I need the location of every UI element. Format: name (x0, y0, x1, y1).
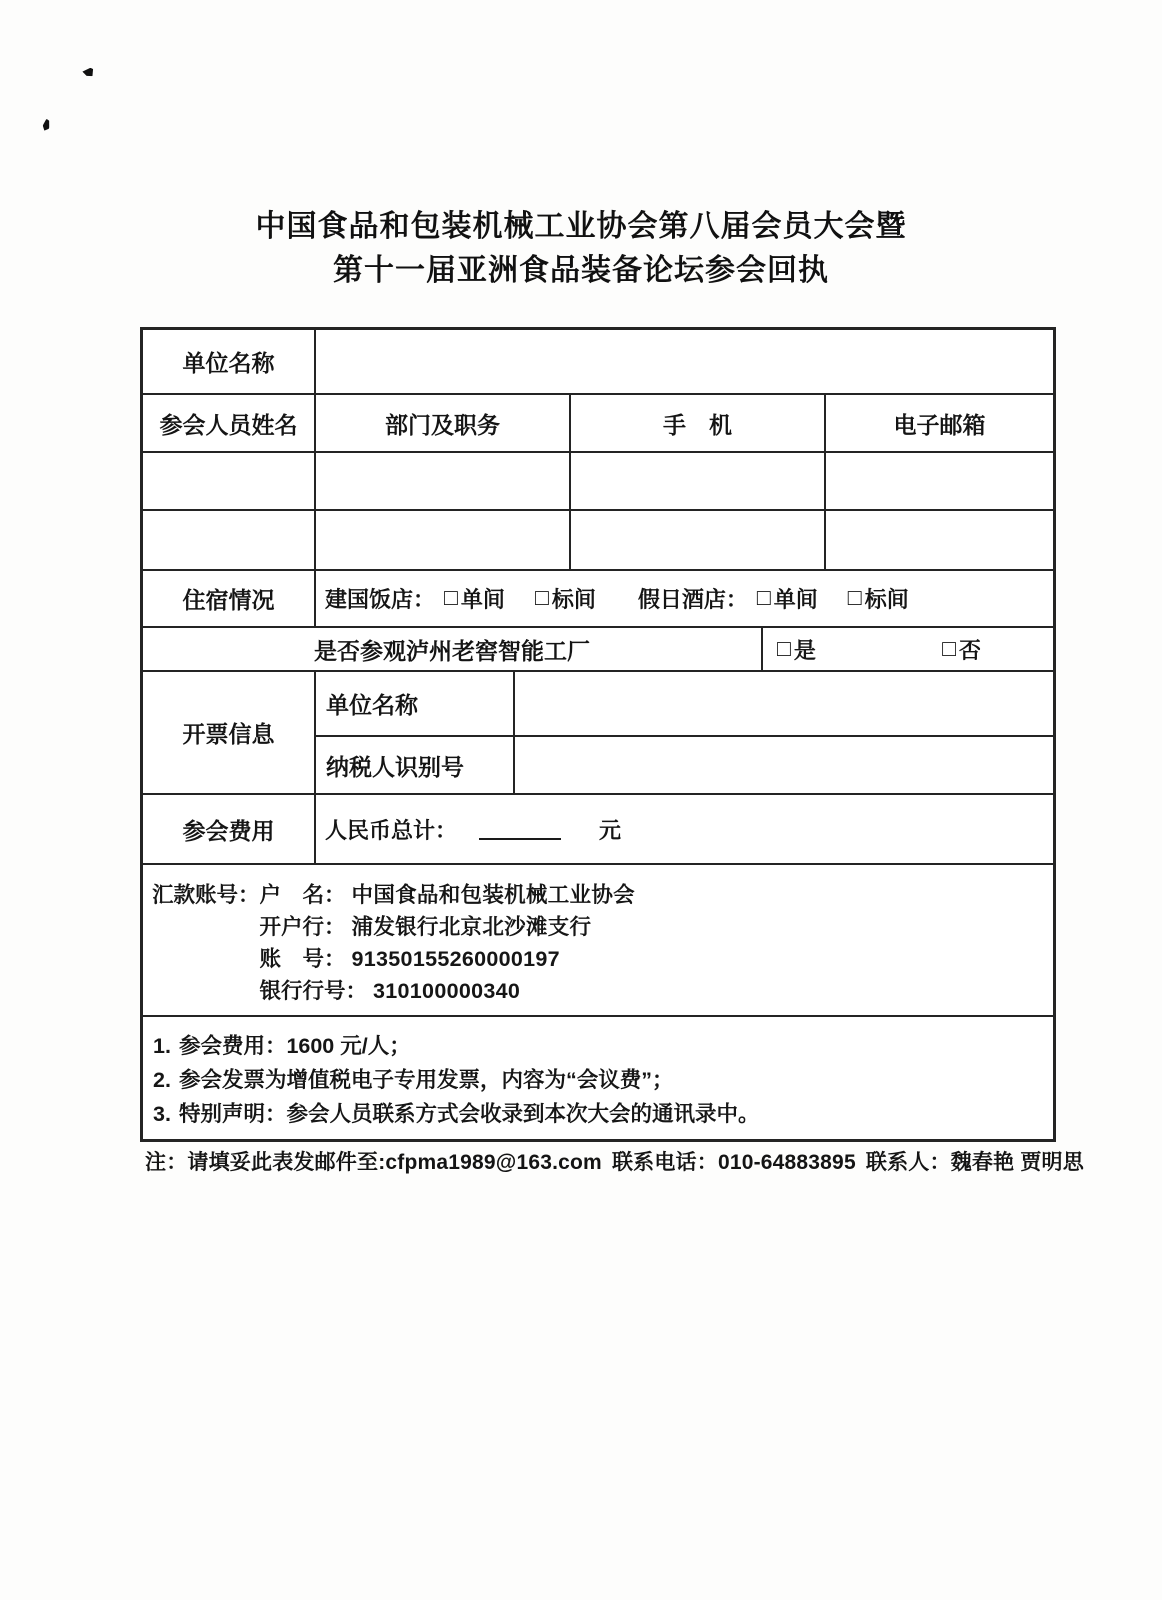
bank-value: 浦发银行北京北沙滩支行 (351, 915, 592, 939)
unit-name-label-cell (143, 330, 314, 393)
factory-visit-question: 是否参观泸州老窖智能工厂 (314, 637, 590, 664)
unit-name-input-cell (314, 330, 1053, 393)
footer-contacts: 魏春艳 贾明思 (950, 1151, 1084, 1174)
visit-yes-option (777, 634, 816, 665)
invoice-unit-name-label: 单位名称 (326, 692, 418, 718)
attendee-row-2 (143, 509, 1053, 569)
checkbox-icon: □ (756, 584, 771, 610)
remittance-account-number-line (260, 943, 635, 975)
remittance-account-name-line (260, 879, 635, 911)
account-name-key: 户 名： (259, 883, 346, 907)
attendee-name-header-cell (143, 395, 314, 451)
title-line-1: 中国食品和包装机械工业协会第八届会员大会暨 (255, 210, 907, 243)
hotel-2-single-label: 单间 (773, 587, 818, 612)
unit-name-row (143, 330, 1053, 393)
invoice-unit-name-input-cell (513, 672, 1053, 735)
factory-visit-question-cell (143, 628, 761, 670)
title-line-2: 第十一届亚洲食品装备论坛参会回执 (333, 254, 829, 287)
notes-row (143, 1015, 1053, 1139)
checkbox-icon: □ (534, 584, 549, 610)
invoice-subtable (314, 672, 1053, 793)
attendee-header-row (143, 393, 1053, 451)
bank-code-key: 银行行号： (259, 979, 368, 1003)
lodging-options-cell (314, 571, 1053, 626)
note-2-text: 参会发票为增值税电子专用发票，内容为“会议费”； (178, 1068, 674, 1092)
hotel-2-standard-option (848, 583, 909, 614)
hotel-2-label: 假日酒店： (637, 587, 748, 612)
lodging-label: 住宿情况 (182, 587, 275, 613)
fee-label-cell (143, 795, 314, 863)
email-header-cell (824, 395, 1053, 451)
visit-no-label: 否 (958, 637, 981, 663)
attendee-1-dept-cell (314, 453, 569, 509)
invoice-label: 开票信息 (182, 721, 275, 747)
footer-note (145, 1146, 1085, 1176)
footer-contact-label: 联系人： (865, 1151, 951, 1174)
checkbox-icon: □ (444, 584, 458, 610)
note-3 (153, 1097, 1043, 1131)
attendee-name-header: 参会人员姓名 (159, 411, 298, 438)
remittance-bank-code-line (260, 975, 635, 1007)
footer-phone-label: 联系电话： (611, 1151, 718, 1174)
note-2-number: 2. (153, 1068, 171, 1092)
visit-no-option (942, 634, 981, 665)
fee-amount-blank (479, 818, 561, 840)
invoice-unit-name-label-cell (316, 672, 513, 735)
notes-block (143, 1017, 1053, 1139)
fee-content-cell (314, 795, 1053, 863)
fee-label: 参会费用 (182, 817, 275, 844)
bank-key: 开户行： (259, 915, 346, 939)
dept-header-cell (314, 395, 569, 451)
factory-visit-answer-cell (761, 628, 1053, 670)
attendee-2-email-cell (824, 511, 1053, 569)
visit-yes-label: 是 (793, 637, 816, 663)
registration-table (140, 327, 1056, 1142)
hotel-2-single-option (757, 583, 818, 614)
note-1-number: 1. (153, 1034, 171, 1058)
account-number-key: 账 号： (259, 947, 346, 971)
note-1 (153, 1029, 1043, 1063)
checkbox-icon: □ (942, 634, 956, 661)
remittance-bank-line (260, 911, 635, 943)
hotel-1-standard-label: 标间 (551, 587, 596, 612)
note-3-number: 3. (153, 1102, 171, 1126)
invoice-tax-id-label-cell (316, 737, 513, 793)
account-name-value: 中国食品和包装机械工业协会 (351, 883, 635, 907)
fee-row (143, 793, 1053, 863)
attendee-row-1 (143, 451, 1053, 509)
attendee-1-mobile-cell (569, 453, 824, 509)
fee-total-prefix: 人民币总计： (325, 817, 458, 843)
hotel-2-standard-label: 标间 (864, 587, 909, 612)
scan-artifact (42, 118, 52, 131)
account-number-value: 91350155260000197 (351, 947, 560, 971)
hotel-1-label: 建国饭店： (325, 587, 436, 612)
email-header: 电子邮箱 (893, 411, 986, 438)
hotel-1-standard-option (535, 583, 596, 614)
note-1-text: 参会费用：1600 元/人； (178, 1034, 411, 1058)
remittance-row (143, 863, 1053, 1015)
footer-email: cfpma1989@163.com (385, 1151, 602, 1174)
invoice-label-cell (143, 672, 314, 793)
checkbox-icon: □ (847, 584, 862, 610)
factory-visit-row (143, 626, 1053, 670)
hotel-1-single-label: 单间 (460, 587, 505, 612)
note-2 (153, 1063, 1043, 1097)
attendee-2-name-cell (143, 511, 314, 569)
scan-artifact (82, 66, 96, 78)
attendee-2-mobile-cell (569, 511, 824, 569)
invoice-tax-id-input-cell (513, 737, 1053, 793)
fee-currency-unit: 元 (599, 817, 622, 843)
invoice-tax-id-row (316, 735, 1053, 793)
note-3-text: 特别声明：参会人员联系方式会收录到本次大会的通讯录中。 (178, 1102, 760, 1126)
footer-phone: 010-64883895 (717, 1151, 856, 1174)
footer-prefix: 注：请填妥此表发邮件至: (145, 1151, 386, 1174)
invoice-info-rows (143, 670, 1053, 793)
remittance-lines (260, 879, 635, 1007)
invoice-unit-name-row (316, 672, 1053, 735)
checkbox-icon: □ (777, 634, 791, 661)
lodging-row (143, 569, 1053, 626)
hotel-1-single-option (444, 583, 505, 614)
remittance-block (143, 865, 1053, 1015)
document-title (0, 205, 1162, 293)
lodging-label-cell (143, 571, 314, 626)
unit-name-label: 单位名称 (182, 350, 275, 376)
attendee-1-email-cell (824, 453, 1053, 509)
mobile-header-cell (569, 395, 824, 451)
bank-code-value: 310100000340 (373, 979, 521, 1003)
mobile-header: 手 机 (663, 411, 732, 438)
dept-header: 部门及职务 (385, 411, 500, 438)
remittance-label: 汇款账号： (152, 883, 260, 907)
attendee-2-dept-cell (314, 511, 569, 569)
invoice-tax-id-label: 纳税人识别号 (326, 753, 464, 780)
attendee-1-name-cell (143, 453, 314, 509)
